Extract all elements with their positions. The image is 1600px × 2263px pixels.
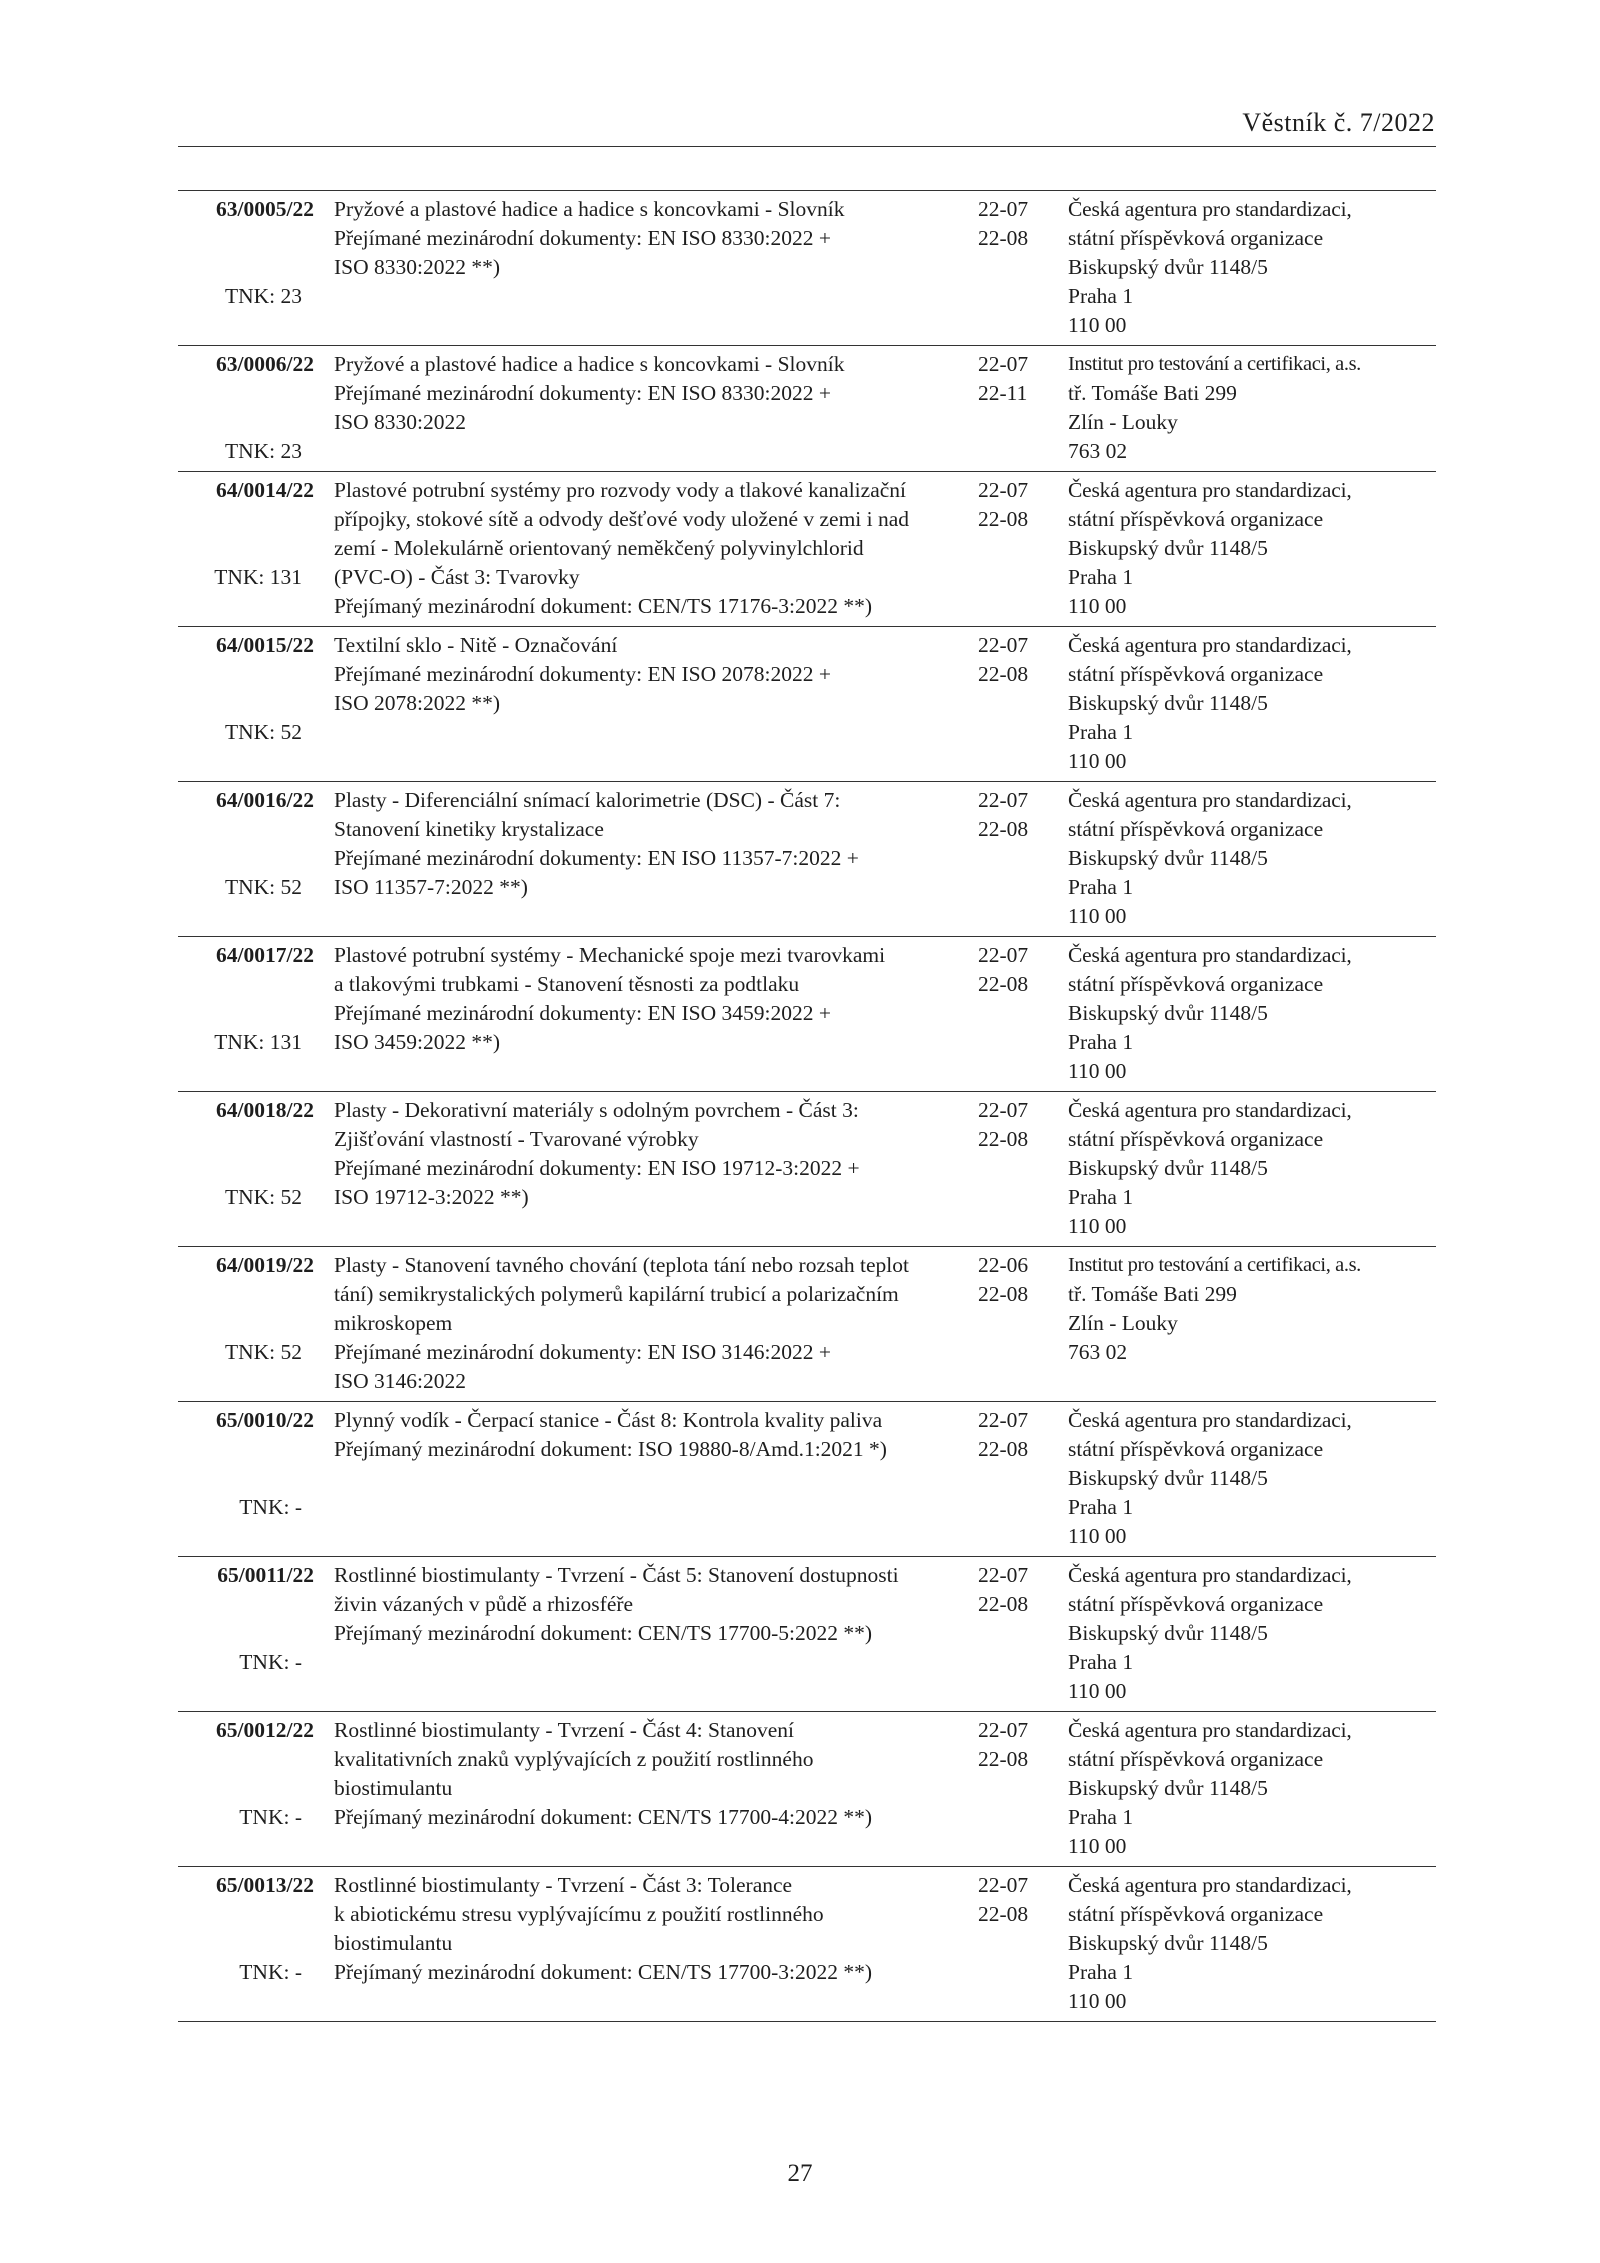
address-line: Praha 1: [1068, 1960, 1134, 1984]
date-value: 22-07: [978, 1718, 1029, 1742]
title-line: Pryžové a plastové hadice a hadice s koncovkami - Slovník: [334, 197, 845, 221]
title-line: Přejímané mezinárodní dokumenty: EN ISO 2078:2022 +: [334, 662, 831, 686]
title-line: zemí - Molekulárně orientovaný neměkčený polyvinylchlorid: [334, 536, 864, 560]
spacer: [178, 660, 314, 718]
dates-cell: [978, 937, 1068, 1091]
title-line: Přejímané mezinárodní dokumenty: EN ISO 8330:2022 +: [334, 381, 831, 405]
address-line: Česká agentura pro standardizaci,: [1068, 1873, 1352, 1897]
document-code: 65/0013/22: [216, 1873, 314, 1897]
tnk-label: TNK: 52: [224, 1340, 302, 1364]
title-cell: [314, 937, 978, 1091]
processor-address-cell: [1068, 937, 1436, 1091]
title-line: Plasty - Stanovení tavného chování (teplota tání nebo rozsah teplot: [334, 1253, 909, 1277]
date-value: 22-11: [978, 381, 1028, 405]
address-line: Institut pro testování a certifikaci, a.s.: [1068, 353, 1361, 375]
address-line: Česká agentura pro standardizaci,: [1068, 1408, 1352, 1432]
title-line: Rostlinné biostimulanty - Tvrzení - Část 5: Stanovení dostupnosti: [334, 1563, 899, 1587]
document-code: 65/0012/22: [216, 1718, 314, 1742]
date-value: 22-07: [978, 633, 1029, 657]
code-cell: [178, 1867, 314, 2021]
spacer: [178, 815, 314, 873]
title-line: Přejímaný mezinárodní dokument: CEN/TS 17700-5:2022 **): [334, 1621, 873, 1645]
title-line: ISO 8330:2022: [334, 410, 466, 434]
date-value: 22-08: [978, 817, 1029, 841]
address-line: tř. Tomáše Bati 299: [1068, 1282, 1237, 1306]
table-row: [178, 782, 1436, 937]
address-line: státní příspěvková organizace: [1068, 1747, 1324, 1771]
processor-address-cell: [1068, 472, 1436, 626]
dates-cell: [978, 1557, 1068, 1711]
title-line: Textilní sklo - Nitě - Označování: [334, 633, 618, 657]
title-cell: [314, 1092, 978, 1246]
page-header-title: Věstník č. 7/2022: [1242, 108, 1435, 137]
dates-cell: [978, 1867, 1068, 2021]
title-line: Přejímané mezinárodní dokumenty: EN ISO 8330:2022 +: [334, 226, 831, 250]
table-row: [178, 1092, 1436, 1247]
table-row: [178, 472, 1436, 627]
title-cell: [314, 1867, 978, 2021]
title-line: Přejímaný mezinárodní dokument: ISO 19880-8/Amd.1:2021 *): [334, 1437, 887, 1461]
dates-cell: [978, 1402, 1068, 1556]
title-line: Přejímané mezinárodní dokumenty: EN ISO 11357-7:2022 +: [334, 846, 859, 870]
address-line: Biskupský dvůr 1148/5: [1068, 536, 1268, 560]
dates-cell: [978, 627, 1068, 781]
spacer: [178, 505, 314, 563]
document-code: 64/0019/22: [216, 1253, 314, 1277]
address-line: Biskupský dvůr 1148/5: [1068, 255, 1268, 279]
tnk-label: TNK: 23: [224, 439, 302, 463]
tnk-label: TNK: 52: [224, 1185, 302, 1209]
address-line: Praha 1: [1068, 720, 1134, 744]
title-line: Plasty - Diferenciální snímací kalorimetrie (DSC) - Část 7:: [334, 788, 841, 812]
table-row: [178, 937, 1436, 1092]
address-line: Biskupský dvůr 1148/5: [1068, 1001, 1268, 1025]
title-line: ISO 8330:2022 **): [334, 255, 501, 279]
document-code: 65/0010/22: [216, 1408, 314, 1432]
tnk-label: TNK: -: [239, 1805, 302, 1829]
date-value: 22-07: [978, 788, 1029, 812]
code-cell: [178, 1557, 314, 1711]
document-code: 65/0011/22: [217, 1563, 314, 1587]
date-value: 22-08: [978, 1902, 1029, 1926]
processor-address-cell: [1068, 1402, 1436, 1556]
title-line: Přejímané mezinárodní dokumenty: EN ISO 3146:2022 +: [334, 1340, 831, 1364]
code-cell: [178, 1712, 314, 1866]
table-row: [178, 627, 1436, 782]
address-line: 110 00: [1068, 1214, 1127, 1238]
title-line: biostimulantu: [334, 1931, 453, 1955]
date-value: 22-07: [978, 197, 1029, 221]
address-line: Praha 1: [1068, 1185, 1134, 1209]
processor-address-cell: [1068, 1867, 1436, 2021]
tnk-label: TNK: -: [239, 1960, 302, 1984]
tnk-label: TNK: 52: [224, 720, 302, 744]
date-value: 22-08: [978, 1127, 1029, 1151]
address-line: 110 00: [1068, 749, 1127, 773]
date-value: 22-08: [978, 1437, 1029, 1461]
address-line: Praha 1: [1068, 1495, 1134, 1519]
processor-address-cell: [1068, 191, 1436, 345]
title-cell: [314, 1247, 978, 1401]
address-line: 110 00: [1068, 1679, 1127, 1703]
table-row: [178, 1557, 1436, 1712]
document-code: 63/0006/22: [216, 352, 314, 376]
address-line: Biskupský dvůr 1148/5: [1068, 691, 1268, 715]
address-line: Česká agentura pro standardizaci,: [1068, 197, 1352, 221]
address-line: Česká agentura pro standardizaci,: [1068, 478, 1352, 502]
spacer: [178, 1590, 314, 1648]
title-line: Přejímaný mezinárodní dokument: CEN/TS 17700-3:2022 **): [334, 1960, 873, 1984]
date-value: 22-08: [978, 662, 1029, 686]
spacer: [178, 1280, 314, 1338]
title-line: ISO 11357-7:2022 **): [334, 875, 528, 899]
address-line: 110 00: [1068, 594, 1127, 618]
date-value: 22-07: [978, 1408, 1029, 1432]
spacer: [178, 224, 314, 282]
address-line: Biskupský dvůr 1148/5: [1068, 846, 1268, 870]
spacer: [178, 379, 314, 437]
title-cell: [314, 472, 978, 626]
title-line: Plastové potrubní systémy - Mechanické spoje mezi tvarovkami: [334, 943, 886, 967]
tnk-label: TNK: 131: [214, 1030, 302, 1054]
code-cell: [178, 1092, 314, 1246]
table-row: [178, 1402, 1436, 1557]
date-value: 22-08: [978, 972, 1029, 996]
code-cell: [178, 1402, 314, 1556]
code-cell: [178, 1247, 314, 1401]
dates-cell: [978, 191, 1068, 345]
address-line: Česká agentura pro standardizaci,: [1068, 1563, 1352, 1587]
address-line: 110 00: [1068, 1059, 1127, 1083]
address-line: Biskupský dvůr 1148/5: [1068, 1156, 1268, 1180]
address-line: 763 02: [1068, 1340, 1128, 1364]
date-value: 22-08: [978, 1592, 1029, 1616]
date-value: 22-07: [978, 1873, 1029, 1897]
date-value: 22-07: [978, 352, 1029, 376]
title-line: Přejímané mezinárodní dokumenty: EN ISO 3459:2022 +: [334, 1001, 831, 1025]
title-line: Plynný vodík - Čerpací stanice - Část 8: Kontrola kvality paliva: [334, 1408, 883, 1432]
address-line: tř. Tomáše Bati 299: [1068, 381, 1237, 405]
tnk-label: TNK: 23: [224, 284, 302, 308]
code-cell: [178, 472, 314, 626]
code-cell: [178, 782, 314, 936]
address-line: 110 00: [1068, 904, 1127, 928]
title-line: Pryžové a plastové hadice a hadice s koncovkami - Slovník: [334, 352, 845, 376]
header-divider: [178, 146, 1436, 147]
address-line: Praha 1: [1068, 565, 1134, 589]
date-value: 22-07: [978, 478, 1029, 502]
title-line: Rostlinné biostimulanty - Tvrzení - Část 4: Stanovení: [334, 1718, 795, 1742]
dates-cell: [978, 782, 1068, 936]
address-line: 110 00: [1068, 1524, 1127, 1548]
spacer: [178, 1745, 314, 1803]
title-cell: [314, 1402, 978, 1556]
tnk-label: TNK: 52: [224, 875, 302, 899]
table-row: [178, 191, 1436, 346]
address-line: 763 02: [1068, 439, 1128, 463]
title-line: ISO 3146:2022: [334, 1369, 466, 1393]
processor-address-cell: [1068, 782, 1436, 936]
tnk-label: TNK: -: [239, 1495, 302, 1519]
date-value: 22-08: [978, 1282, 1029, 1306]
title-line: Přejímané mezinárodní dokumenty: EN ISO 19712-3:2022 +: [334, 1156, 860, 1180]
title-line: mikroskopem: [334, 1311, 453, 1335]
address-line: Praha 1: [1068, 875, 1134, 899]
address-line: Zlín - Louky: [1068, 1311, 1178, 1335]
dates-cell: [978, 1092, 1068, 1246]
date-value: 22-08: [978, 1747, 1029, 1771]
dates-cell: [978, 346, 1068, 471]
date-value: 22-07: [978, 1563, 1029, 1587]
code-cell: [178, 937, 314, 1091]
table-row: [178, 1867, 1436, 2022]
table-row: [178, 1712, 1436, 1867]
address-line: Biskupský dvůr 1148/5: [1068, 1466, 1268, 1490]
processor-address-cell: [1068, 627, 1436, 781]
address-line: státní příspěvková organizace: [1068, 507, 1324, 531]
date-value: 22-08: [978, 507, 1029, 531]
date-value: 22-08: [978, 226, 1029, 250]
processor-address-cell: [1068, 346, 1436, 471]
dates-cell: [978, 1712, 1068, 1866]
title-line: přípojky, stokové sítě a odvody dešťové vody uložené v zemi i nad: [334, 507, 910, 531]
dates-cell: [978, 1247, 1068, 1401]
title-line: živin vázaných v půdě a rhizosféře: [334, 1592, 634, 1616]
address-line: Česká agentura pro standardizaci,: [1068, 1718, 1352, 1742]
address-line: Praha 1: [1068, 1030, 1134, 1054]
standards-table: [178, 190, 1436, 2022]
code-cell: [178, 346, 314, 471]
title-line: Zjišťování vlastností - Tvarované výrobky: [334, 1127, 699, 1151]
spacer: [178, 1435, 314, 1493]
title-line: (PVC-O) - Část 3: Tvarovky: [334, 565, 580, 589]
spacer: [178, 970, 314, 1028]
document-code: 64/0017/22: [216, 943, 314, 967]
page-number: 27: [787, 2160, 813, 2187]
address-line: 110 00: [1068, 313, 1127, 337]
processor-address-cell: [1068, 1092, 1436, 1246]
spacer: [178, 1900, 314, 1958]
address-line: státní příspěvková organizace: [1068, 1902, 1324, 1926]
tnk-label: TNK: -: [239, 1650, 302, 1674]
address-line: Biskupský dvůr 1148/5: [1068, 1621, 1268, 1645]
address-line: státní příspěvková organizace: [1068, 662, 1324, 686]
date-value: 22-07: [978, 943, 1029, 967]
title-line: ISO 2078:2022 **): [334, 691, 501, 715]
address-line: Zlín - Louky: [1068, 410, 1178, 434]
title-line: Stanovení kinetiky krystalizace: [334, 817, 604, 841]
address-line: státní příspěvková organizace: [1068, 1127, 1324, 1151]
title-line: Přejímaný mezinárodní dokument: CEN/TS 17700-4:2022 **): [334, 1805, 873, 1829]
address-line: Biskupský dvůr 1148/5: [1068, 1776, 1268, 1800]
date-value: 22-07: [978, 1098, 1029, 1122]
title-line: tání) semikrystalických polymerů kapilární trubicí a polarizačním: [334, 1282, 899, 1306]
title-cell: [314, 346, 978, 471]
address-line: státní příspěvková organizace: [1068, 1437, 1324, 1461]
table-row: [178, 1247, 1436, 1402]
address-line: Česká agentura pro standardizaci,: [1068, 943, 1352, 967]
title-line: Plastové potrubní systémy pro rozvody vody a tlakové kanalizační: [334, 478, 907, 502]
document-code: 63/0005/22: [216, 197, 314, 221]
address-line: státní příspěvková organizace: [1068, 226, 1324, 250]
address-line: Česká agentura pro standardizaci,: [1068, 788, 1352, 812]
address-line: Česká agentura pro standardizaci,: [1068, 1098, 1352, 1122]
address-line: státní příspěvková organizace: [1068, 972, 1324, 996]
document-code: 64/0018/22: [216, 1098, 314, 1122]
processor-address-cell: [1068, 1712, 1436, 1866]
document-code: 64/0015/22: [216, 633, 314, 657]
address-line: Česká agentura pro standardizaci,: [1068, 633, 1352, 657]
dates-cell: [978, 472, 1068, 626]
title-line: a tlakovými trubkami - Stanovení těsnosti za podtlaku: [334, 972, 800, 996]
document-code: 64/0016/22: [216, 788, 314, 812]
title-line: ISO 19712-3:2022 **): [334, 1185, 529, 1209]
title-cell: [314, 191, 978, 345]
title-line: Přejímaný mezinárodní dokument: CEN/TS 17176-3:2022 **): [334, 594, 873, 618]
title-line: Rostlinné biostimulanty - Tvrzení - Část 3: Tolerance: [334, 1873, 793, 1897]
address-line: Praha 1: [1068, 1650, 1134, 1674]
address-line: státní příspěvková organizace: [1068, 1592, 1324, 1616]
title-cell: [314, 782, 978, 936]
address-line: Institut pro testování a certifikaci, a.s.: [1068, 1254, 1361, 1276]
address-line: Praha 1: [1068, 284, 1134, 308]
title-line: ISO 3459:2022 **): [334, 1030, 501, 1054]
title-line: k abiotickému stresu vyplývajícímu z použití rostlinného: [334, 1902, 824, 1926]
code-cell: [178, 191, 314, 345]
processor-address-cell: [1068, 1247, 1436, 1401]
title-line: kvalitativních znaků vyplývajících z použití rostlinného: [334, 1747, 814, 1771]
document-code: 64/0014/22: [216, 478, 314, 502]
address-line: Praha 1: [1068, 1805, 1134, 1829]
title-line: biostimulantu: [334, 1776, 453, 1800]
table-row: [178, 346, 1436, 472]
title-cell: [314, 1712, 978, 1866]
code-cell: [178, 627, 314, 781]
title-cell: [314, 627, 978, 781]
address-line: 110 00: [1068, 1989, 1127, 2013]
address-line: státní příspěvková organizace: [1068, 817, 1324, 841]
spacer: [178, 1125, 314, 1183]
tnk-label: TNK: 131: [214, 565, 302, 589]
address-line: Biskupský dvůr 1148/5: [1068, 1931, 1268, 1955]
title-cell: [314, 1557, 978, 1711]
date-value: 22-06: [978, 1253, 1029, 1277]
processor-address-cell: [1068, 1557, 1436, 1711]
title-line: Plasty - Dekorativní materiály s odolným povrchem - Část 3:: [334, 1098, 859, 1122]
address-line: 110 00: [1068, 1834, 1127, 1858]
